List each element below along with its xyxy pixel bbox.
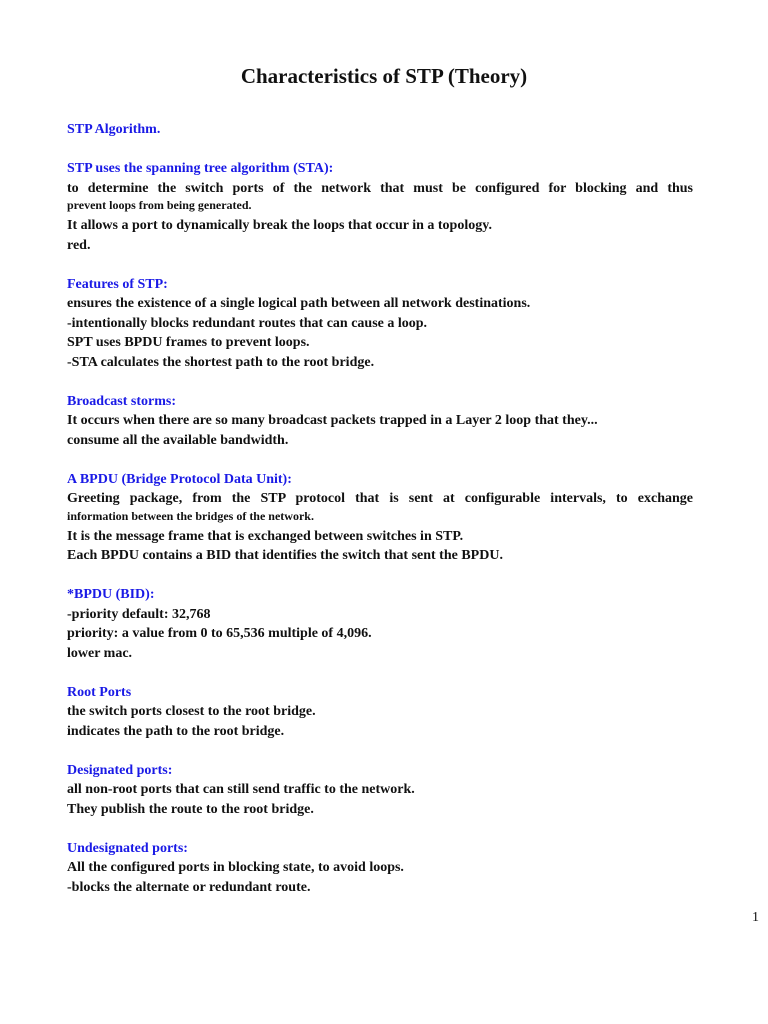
body-line: indicates the path to the root bridge. — [67, 723, 285, 739]
body-line: -intentionally blocks redundant routes that can cause a loop. — [67, 315, 428, 331]
body-line: consume all the available bandwidth. — [67, 432, 289, 448]
body-line: red. — [67, 237, 91, 253]
section-heading: Features of STP: — [67, 276, 168, 292]
document-body — [67, 120, 693, 917]
body-line: It occurs when there are so many broadcast packets trapped in a Layer 2 loop that they... — [67, 413, 598, 428]
section-heading: Undesignated ports: — [67, 840, 188, 856]
section-heading: Designated ports: — [67, 762, 173, 778]
body-line: the switch ports closest to the root bridge. — [67, 704, 316, 719]
section-heading: A BPDU (Bridge Protocol Data Unit): — [67, 471, 292, 487]
section-bpdu-bid — [67, 585, 693, 663]
document-title: Characteristics of STP (Theory) — [240, 64, 528, 88]
body-line: -priority default: 32,768 — [67, 606, 211, 622]
section-heading: Root Ports — [67, 684, 132, 700]
body-line: to determine the switch ports of the network that must be configured for blocking and thus — [67, 180, 693, 196]
section-features — [67, 275, 693, 373]
body-line: -blocks the alternate or redundant route. — [67, 879, 311, 895]
body-line: lower mac. — [67, 645, 133, 661]
section-heading: *BPDU (BID): — [67, 587, 155, 602]
body-line: It is the message frame that is exchanged between switches in STP. — [67, 528, 464, 544]
body-line: prevent loops from being generated. — [67, 198, 252, 212]
section-heading: STP Algorithm. — [67, 122, 161, 137]
section-bpdu — [67, 470, 693, 566]
body-line: SPT uses BPDU frames to prevent loops. — [67, 335, 310, 350]
body-line: It allows a port to dynamically break the loops that occur in a topology. — [67, 218, 492, 233]
body-line: Greeting package, from the STP protocol that is sent at configurable intervals, to exchange — [67, 491, 693, 506]
body-line: All the configured ports in blocking state, to avoid loops. — [67, 860, 404, 875]
section-broadcast-storms — [67, 392, 693, 451]
section-heading: STP uses the spanning tree algorithm (STA): — [67, 161, 334, 176]
section-sta — [67, 159, 693, 255]
body-line: all non-root ports that can still send traffic to the network. — [67, 782, 415, 797]
section-heading: Broadcast storms: — [67, 393, 177, 409]
body-line: priority: a value from 0 to 65,536 multiple of 4,096. — [67, 626, 372, 641]
body-line: They publish the route to the root bridge. — [67, 801, 314, 817]
body-line: information between the bridges of the network. — [67, 508, 314, 523]
section-stp-algorithm — [67, 120, 693, 140]
section-undesignated-ports — [67, 839, 693, 898]
body-line: -STA calculates the shortest path to the root bridge. — [67, 354, 375, 370]
body-line: ensures the existence of a single logical path between all network destinations. — [67, 296, 531, 311]
body-line: Each BPDU contains a BID that identifies the switch that sent the BPDU. — [67, 548, 503, 563]
section-designated-ports — [67, 761, 693, 820]
page-number: 1 — [752, 910, 759, 925]
section-root-ports — [67, 683, 693, 742]
